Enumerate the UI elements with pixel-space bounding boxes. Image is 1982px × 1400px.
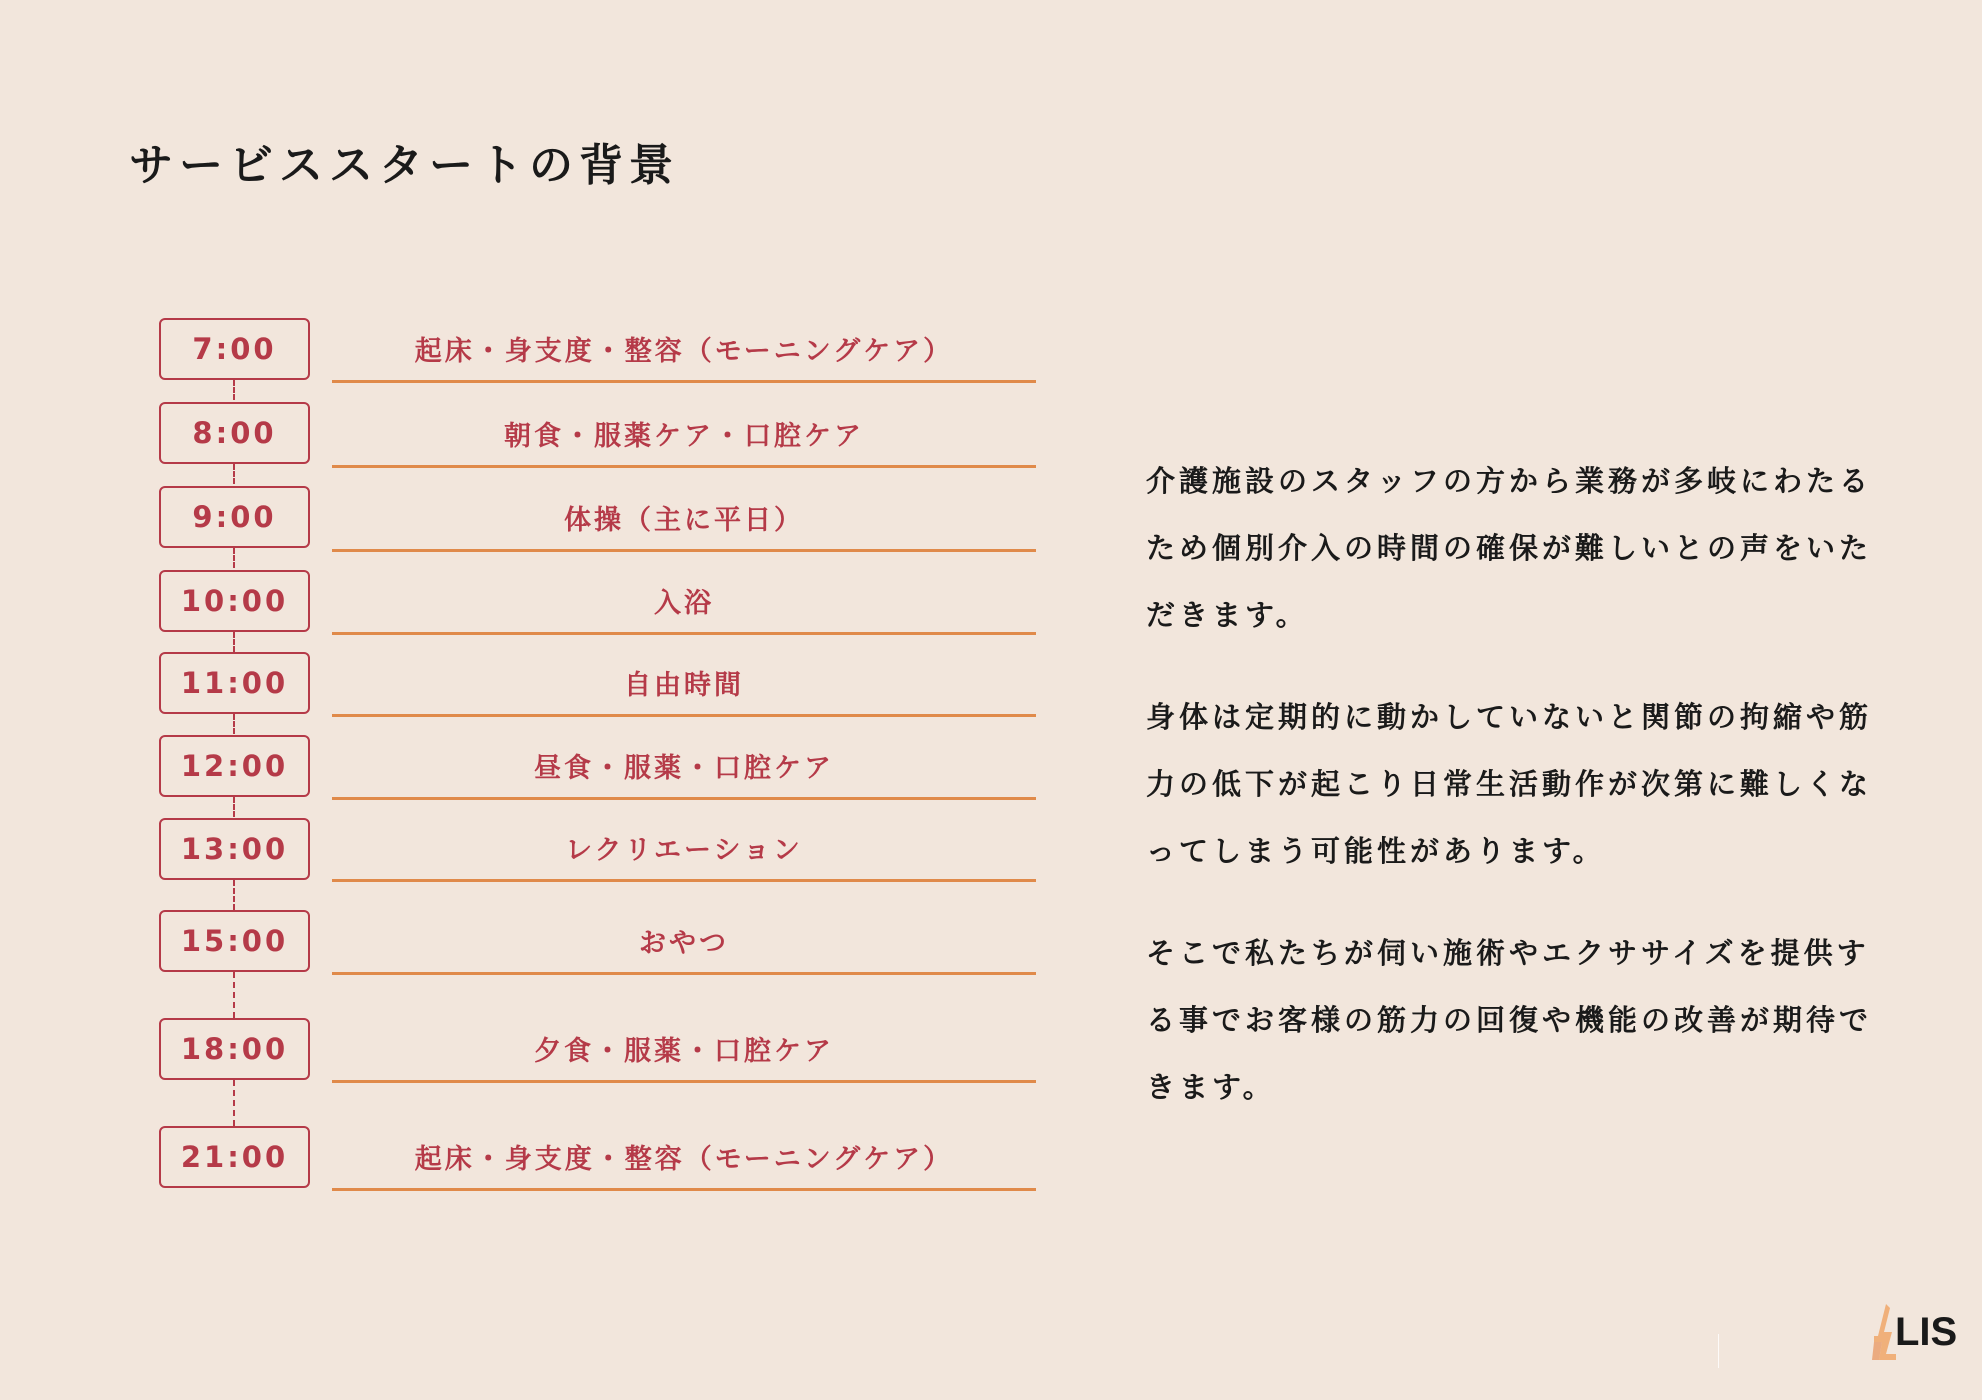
timeline-connector — [233, 464, 235, 484]
background-description — [1146, 448, 1896, 1156]
activity-label: 入浴 — [332, 573, 1036, 635]
timeline-connector — [233, 714, 235, 734]
activity-label: 昼食・服薬・口腔ケア — [332, 738, 1036, 800]
time-box: 21:00 — [159, 1126, 310, 1188]
activity-label: 起床・身支度・整容（モーニングケア） — [332, 321, 1036, 383]
time-box: 7:00 — [159, 318, 310, 380]
activity-label: 自由時間 — [332, 655, 1036, 717]
activity-label: 起床・身支度・整容（モーニングケア） — [332, 1129, 1036, 1191]
timeline-connector — [233, 797, 235, 817]
timeline-connector — [233, 380, 235, 400]
time-box: 11:00 — [159, 652, 310, 714]
time-box: 9:00 — [159, 486, 310, 548]
description-paragraph: 身体は定期的に動かしていないと関節の拘縮や筋力の低下が起こり日常生活動作が次第に難しくなってしまう可能性があります。 — [1146, 700, 1873, 868]
logo-text: LIS — [1895, 1310, 1958, 1354]
description-paragraph: そこで私たちが伺い施術やエクササイズを提供する事でお客様の筋力の回復や機能の改善が期待できます。 — [1146, 936, 1873, 1104]
timeline-connector — [233, 972, 235, 1018]
timeline-connector — [233, 880, 235, 910]
description-paragraph: 介護施設のスタッフの方から業務が多岐にわたるため個別介入の時間の確保が難しいとの声をいただきます。 — [1146, 464, 1873, 632]
timeline-connector — [233, 548, 235, 568]
activity-label: レクリエーション — [332, 820, 1036, 882]
activity-label: 夕食・服薬・口腔ケア — [332, 1021, 1036, 1083]
time-box: 15:00 — [159, 910, 310, 972]
company-logo — [1868, 1302, 1958, 1366]
divider-mark — [1718, 1334, 1719, 1368]
time-box: 13:00 — [159, 818, 310, 880]
activity-label: おやつ — [332, 913, 1036, 975]
time-box: 8:00 — [159, 402, 310, 464]
time-box: 12:00 — [159, 735, 310, 797]
timeline-connector — [233, 632, 235, 652]
timeline-connector — [233, 1080, 235, 1126]
activity-label: 朝食・服薬ケア・口腔ケア — [332, 406, 1036, 468]
time-box: 10:00 — [159, 570, 310, 632]
page-title: サービススタートの背景 — [129, 140, 679, 191]
time-box: 18:00 — [159, 1018, 310, 1080]
activity-label: 体操（主に平日） — [332, 490, 1036, 552]
